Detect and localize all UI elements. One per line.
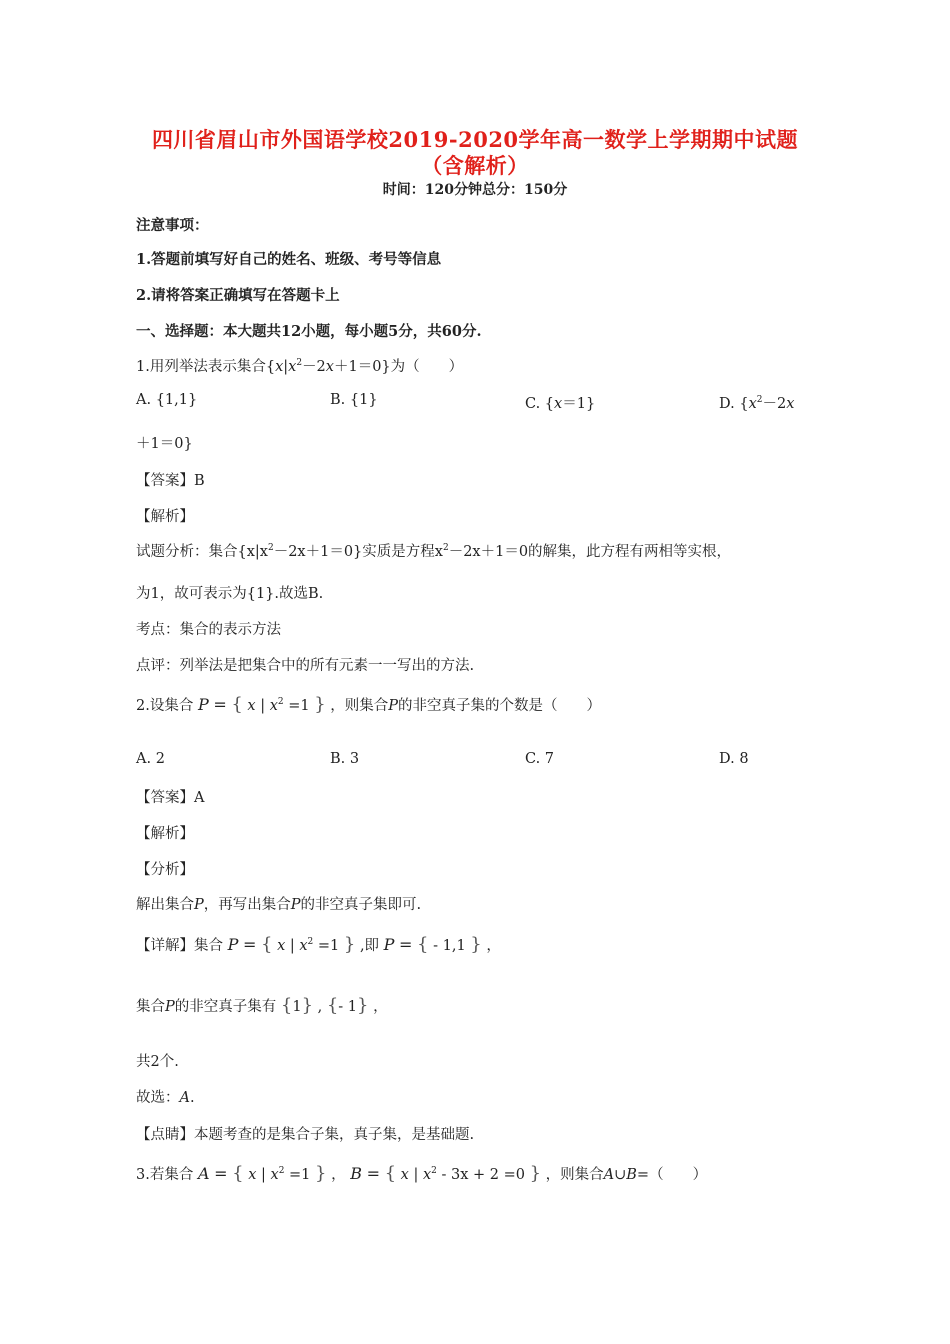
q2-option-d: D. 8: [719, 751, 749, 767]
q1-option-b: B. {1}: [330, 392, 378, 408]
q2-fenxi: 解出集合P，再写出集合P的非空真子集即可.: [136, 897, 422, 913]
q2-option-a: A. 2: [136, 751, 165, 767]
right-brace: }: [470, 934, 482, 955]
q1-dianping: 点评：列举法是把集合中的所有元素一一写出的方法.: [136, 658, 475, 674]
left-brace: {: [232, 1163, 244, 1184]
q2-analysis-tag: 【解析】: [136, 826, 194, 842]
notes-heading: 注意事项：: [136, 217, 209, 234]
left-brace: {: [231, 694, 243, 715]
q1-option-c: C. {x＝1}: [525, 396, 596, 412]
q2-dianjing: 【点睛】本题考查的是集合子集，真子集，是基础题.: [136, 1127, 475, 1143]
section-heading: 一、选择题：本大题共12小题，每小题5分，共60分.: [136, 323, 482, 340]
right-brace: }: [314, 694, 326, 715]
q2-option-c: C. 7: [525, 751, 555, 767]
q1-stem: 1.用列举法表示集合$\{x|x^2-2x+1=0\}$为（ ）: [136, 358, 464, 375]
q1-kaodian: 考点：集合的表示方法: [136, 622, 281, 638]
right-brace: }: [343, 934, 356, 955]
notes-item-1: 1.答题前填写好自己的姓名、班级、考号等信息: [136, 251, 442, 268]
q1-analysis-line2: 为1，故可表示为{1}.故选B.: [136, 586, 324, 602]
q3-stem: 3.若集合 A = { x | $x^2 =1$ } ， B = { x | $x^2 - 3x + 2 =0$ } ，则集合A∪B=（ ）: [136, 1163, 708, 1184]
right-brace: }: [529, 1163, 542, 1184]
q1-option-d-continued: ＋1＝0}: [136, 436, 193, 452]
left-brace: {: [326, 995, 339, 1016]
left-brace: {: [261, 934, 273, 955]
right-brace: }: [357, 995, 369, 1016]
q2-detail: 【详解】集合 P = { x | $x^2 =1$ } ,即 P = { - 1,1 } ，: [136, 934, 501, 955]
q1-analysis-tag: 【解析】: [136, 509, 194, 525]
q2-fenxi-tag: 【分析】: [136, 862, 194, 878]
exam-meta: 时间：120分钟总分：150分: [382, 182, 568, 198]
q2-subsets: 集合P的非空真子集有 {1} , {- 1} ，: [136, 995, 388, 1016]
q1-answer: 【答案】B: [136, 473, 205, 489]
q2-total: 共2个.: [136, 1054, 179, 1070]
right-brace: }: [315, 1163, 327, 1184]
q2-answer: 【答案】A: [136, 790, 205, 806]
q2-option-b: B. 3: [330, 751, 360, 767]
left-brace: {: [280, 995, 293, 1016]
left-brace: {: [384, 1163, 397, 1184]
q2-stem: 2.设集合 P = { x | $x^2 =1$ } ，则集合P的非空真子集的个数是（ ）: [136, 694, 602, 715]
q1-analysis-line1: 试题分析：集合$\{x|x^2-2x+1=0\}$实质是方程$x^2-2x+1=0$的解集，此方程有两相等实根，: [136, 543, 732, 560]
left-brace: {: [417, 934, 429, 955]
right-brace: }: [301, 995, 314, 1016]
q2-choice: 故选：A.: [136, 1090, 195, 1106]
notes-item-2: 2.请将答案正确填写在答题卡上: [136, 287, 340, 304]
document-title-line1: 四川省眉山市外国语学校2019-2020学年高一数学上学期期中试题: [151, 127, 799, 152]
q1-option-a: A. {1,1}: [136, 392, 198, 408]
q1-option-d: D. {$x^2-2x$: [719, 395, 795, 412]
document-title-line2: （含解析）: [421, 153, 529, 178]
